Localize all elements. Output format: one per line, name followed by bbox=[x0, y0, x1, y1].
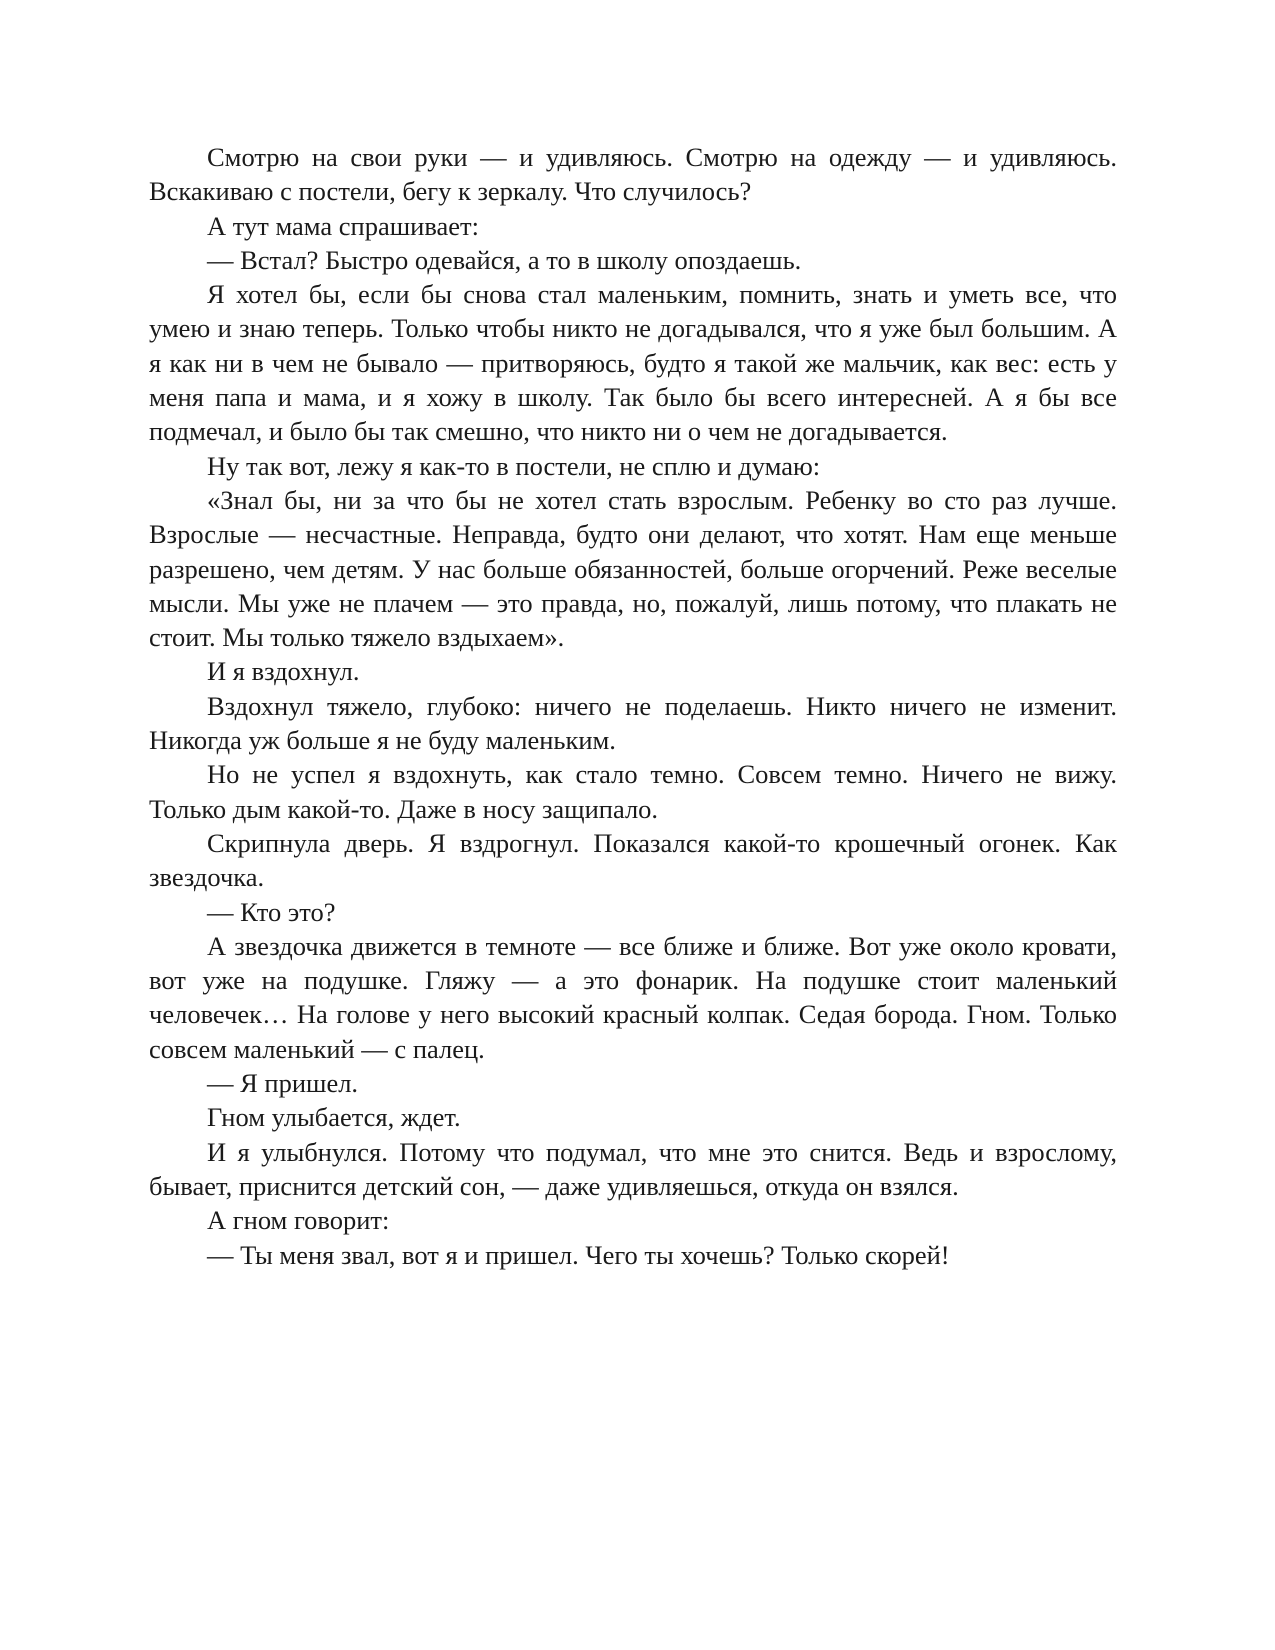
paragraph: — Встал? Быстро одевайся, а то в школу опоздаешь. bbox=[207, 244, 802, 275]
paragraph: Вздохнул тяжело, глубоко: ничего не поделаешь. Никто ничего не изменит. Никогда уж больше я не буду маленьким. bbox=[149, 690, 1117, 756]
document-page bbox=[149, 140, 1117, 1272]
paragraph: А звездочка движется в темноте — все ближе и ближе. Вот уже около кровати, вот уже на подушке. Гляжу — а это фонарик. На подушке стоит маленький человечек… На голове у него высокий красный колпак. Седая борода. Гном. Только совсем маленький — с палец. bbox=[149, 930, 1117, 1064]
paragraph: Смотрю на свои руки — и удивляюсь. Смотрю на одежду — и удивляюсь. Вскакиваю с постели, бегу к зеркалу. Что случилось? bbox=[149, 142, 1117, 207]
paragraph: Скрипнула дверь. Я вздрогнул. Показался какой-то крошечный огонек. Как звездочка. bbox=[149, 827, 1117, 893]
paragraph: Я хотел бы, если бы снова стал маленьким, помнить, знать и уметь все, что умею и знаю теперь. Только чтобы никто не догадывался, что я уже был большим. А я как ни в чем не бывало — притворяюсь, будто я такой же мальчик, как вес: есть у меня папа и мама, и я хожу в школу. Так было бы всего интересней. А я бы все подмечал, и было бы так смешно, что никто ни о чем не догадывается. bbox=[149, 279, 1117, 447]
paragraph: — Кто это? bbox=[207, 896, 336, 927]
paragraph: Но не успел я вздохнуть, как стало темно. Совсем темно. Ничего не вижу. Только дым какой-то. Даже в носу защипало. bbox=[149, 759, 1117, 824]
paragraph: И я улыбнулся. Потому что подумал, что мне это снится. Ведь и взрослому, бывает, приснится детский сон, — даже удивляешься, откуда он взялся. bbox=[149, 1136, 1117, 1201]
paragraph: А гном говорит: bbox=[207, 1205, 390, 1236]
paragraph: И я вздохнул. bbox=[207, 656, 360, 687]
paragraph: А тут мама спрашивает: bbox=[207, 210, 479, 241]
paragraph: — Ты меня звал, вот я и пришел. Чего ты хочешь? Только скорей! bbox=[207, 1239, 950, 1270]
paragraph: — Я пришел. bbox=[207, 1068, 359, 1099]
paragraph: «Знал бы, ни за что бы не хотел стать взрослым. Ребенку во сто раз лучше. Взрослые — несчастные. Неправда, будто они делают, что хотят. Нам еще меньше разрешено, чем детям. У нас больше обязанностей, больше огорчений. Реже веселые мысли. Мы уже не плачем — это правда, но, пожалуй, лишь потому, что плакать не стоит. Мы только тяжело вздыхаем». bbox=[149, 484, 1117, 653]
paragraph: Ну так вот, лежу я как-то в постели, не сплю и думаю: bbox=[207, 450, 821, 481]
paragraph: Гном улыбается, ждет. bbox=[207, 1102, 461, 1133]
